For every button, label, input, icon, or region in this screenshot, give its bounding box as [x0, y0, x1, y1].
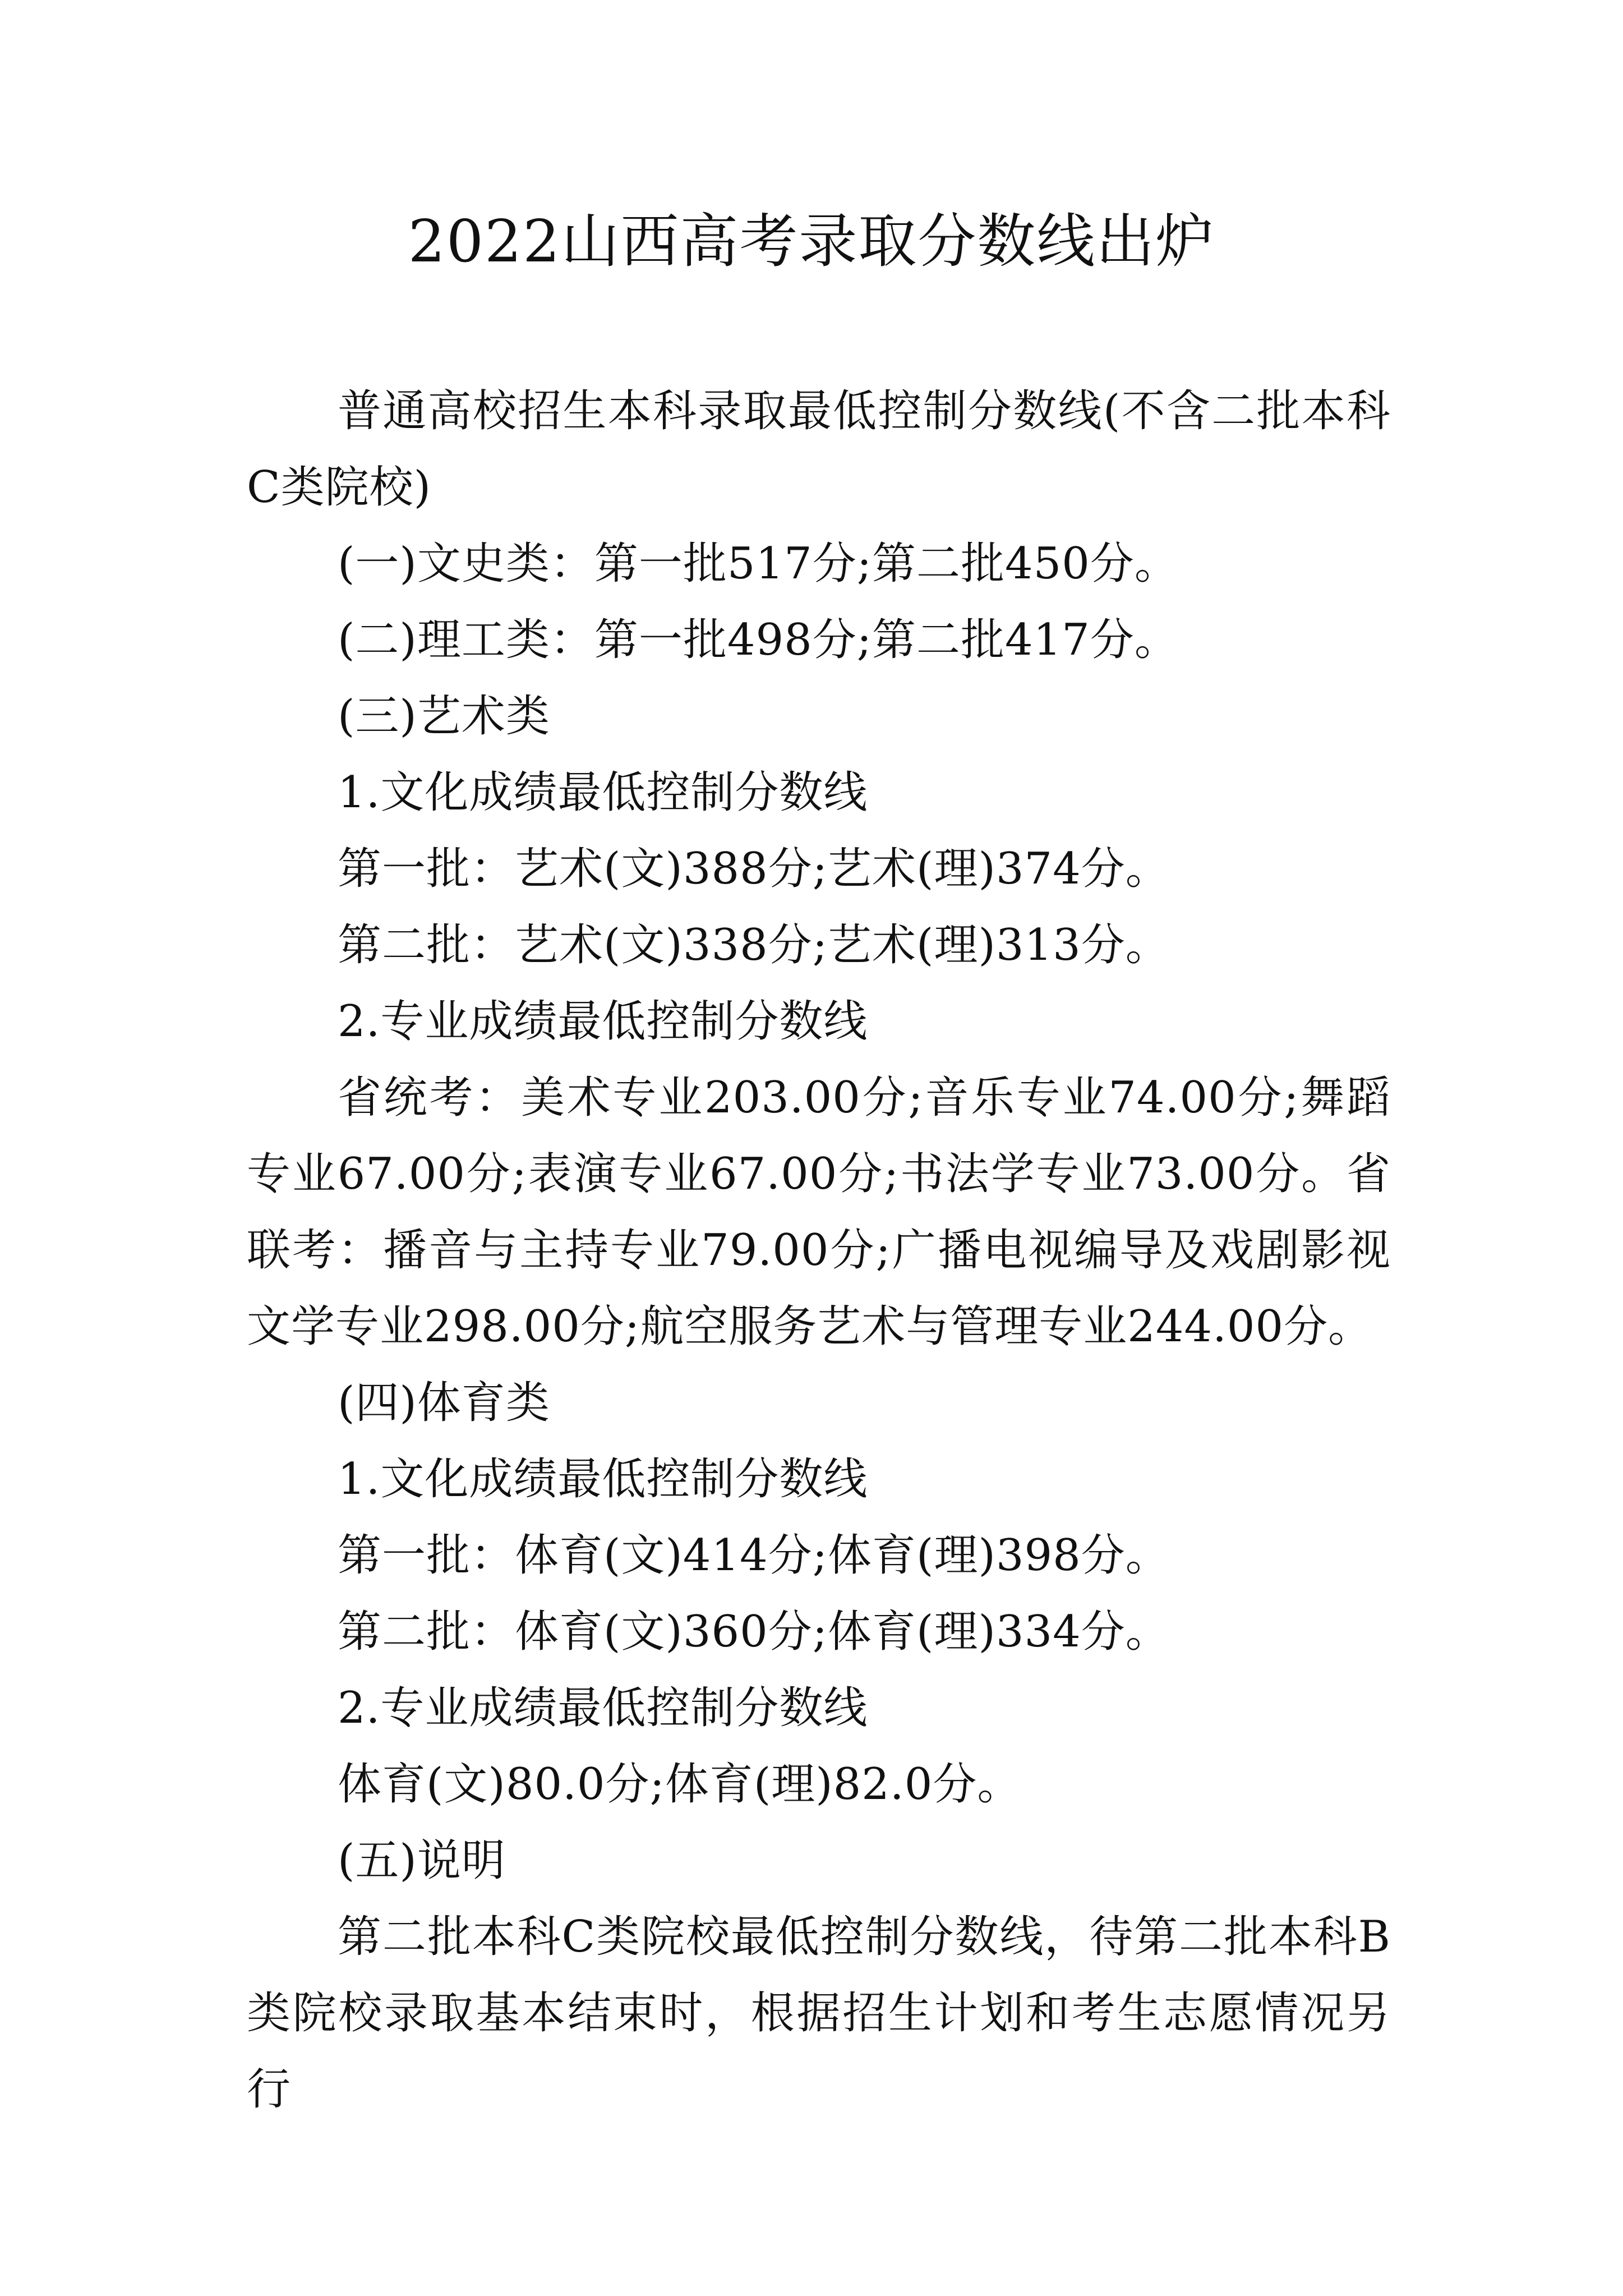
paragraph-notes-text: 第二批本科C类院校最低控制分数线，待第二批本科B类院校录取基本结束时，根据招生计划和考生志愿情况另行: [247, 1912, 1391, 2115]
paragraph-art-culture-heading: 1.文化成绩最低控制分数线: [338, 767, 868, 818]
paragraph-liberal-arts: (一)文史类：第一批517分;第二批450分。: [338, 539, 1179, 589]
paragraph-sports-heading: (四)体育类: [338, 1378, 550, 1428]
paragraph-sports-culture-heading: 1.文化成绩最低控制分数线: [338, 1454, 868, 1504]
paragraph-art-batch-2: 第二批：艺术(文)338分;艺术(理)313分。: [338, 920, 1170, 970]
paragraph-science: (二)理工类：第一批498分;第二批417分。: [338, 615, 1179, 665]
paragraph-sports-major-heading: 2.专业成绩最低控制分数线: [338, 1683, 868, 1733]
paragraph-art-major-scores: 省统考：美术专业203.00分;音乐专业74.00分;舞蹈专业67.00分;表演专业67.00分;书法学专业73.00分。省联考：播音与主持专业79.00分;广播电视编导及戏剧影视文学专业298.00分;航空服务艺术与管理专业244.00分。: [247, 1073, 1391, 1352]
paragraph-intro: 普通高校招生本科录取最低控制分数线(不含二批本科C类院校): [247, 386, 1391, 513]
paragraph-sports-batch-2: 第二批：体育(文)360分;体育(理)334分。: [338, 1607, 1170, 1657]
paragraph-sports-major-scores: 体育(文)80.0分;体育(理)82.0分。: [338, 1759, 1022, 1810]
document-body: [247, 373, 1391, 2128]
paragraph-sports-batch-1: 第一批：体育(文)414分;体育(理)398分。: [338, 1530, 1170, 1581]
paragraph-art-major-heading: 2.专业成绩最低控制分数线: [338, 996, 868, 1047]
paragraph-art-heading: (三)艺术类: [338, 691, 550, 742]
paragraph-art-batch-1: 第一批：艺术(文)388分;艺术(理)374分。: [338, 844, 1170, 894]
document-title: 2022山西高考录取分数线出炉: [408, 207, 1215, 275]
paragraph-notes-heading: (五)说明: [338, 1835, 506, 1886]
